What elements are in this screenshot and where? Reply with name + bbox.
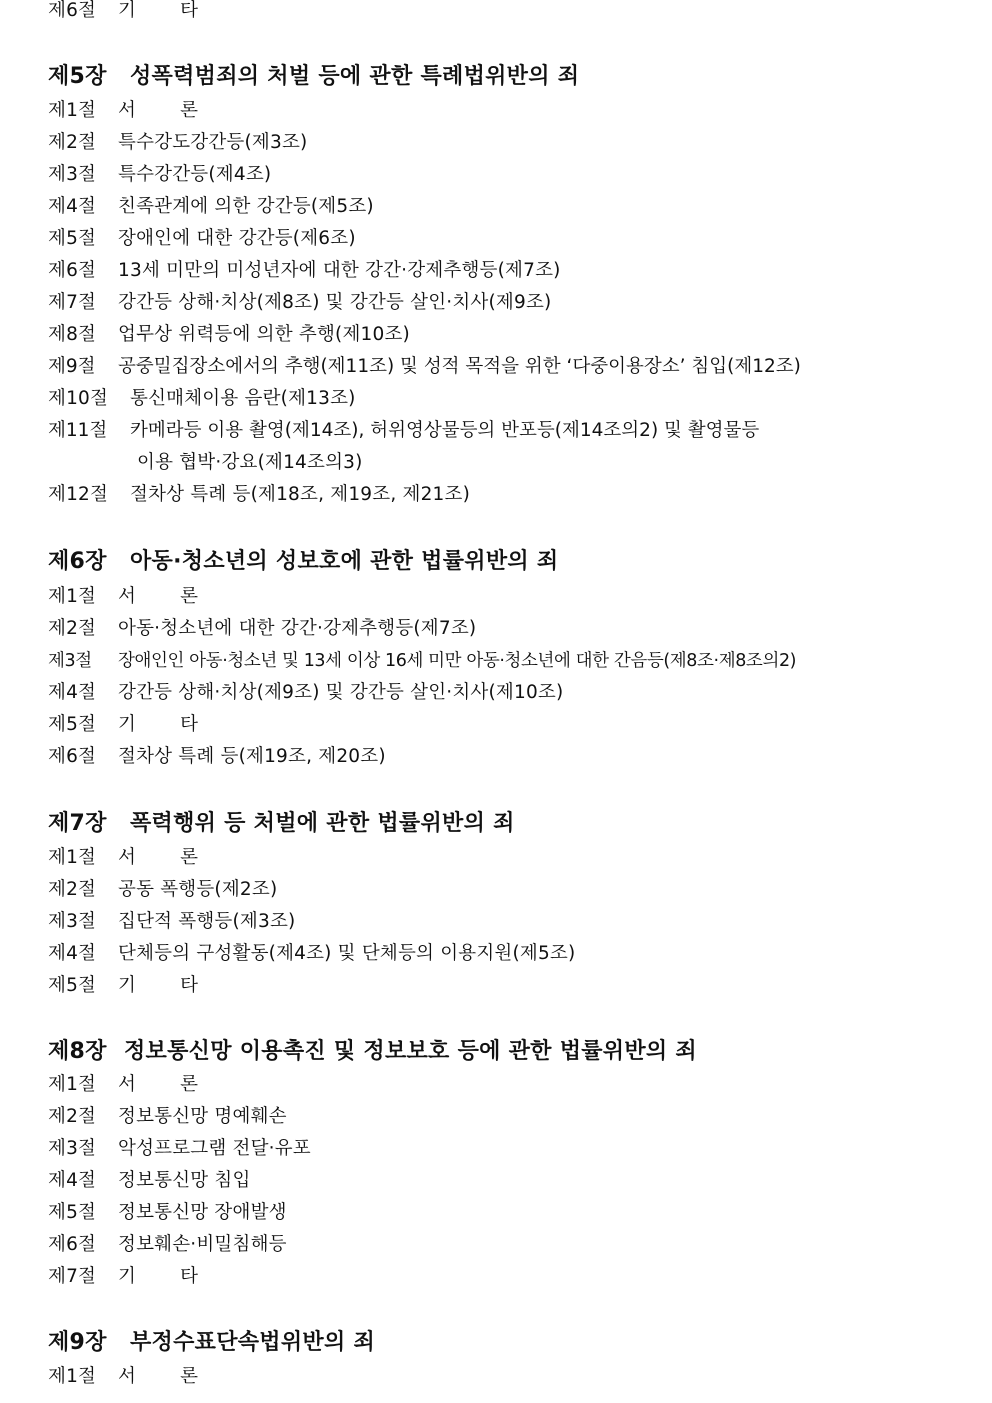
section-title: 업무상 위력등에 의한 추행(제10조) — [118, 324, 410, 345]
section-number: 제1절 — [48, 100, 97, 121]
toc-section — [48, 1070, 198, 1100]
section-number: 제1절 — [48, 1074, 97, 1095]
section-title-left: 기 — [118, 1266, 137, 1287]
toc-section — [48, 1230, 287, 1260]
section-number: 제5절 — [48, 714, 97, 735]
section-title-right: 론 — [180, 1074, 199, 1095]
toc-section — [48, 1166, 251, 1196]
section-number: 제3절 — [48, 911, 97, 932]
toc-section — [48, 128, 307, 158]
section-title: 13세 미만의 미성년자에 대한 강간·강제추행등(제7조) — [118, 260, 561, 281]
section-number: 제4절 — [48, 196, 97, 217]
section-title: 장애인에 대한 강간등(제6조) — [118, 228, 356, 249]
section-title: 절차상 특례 등(제19조, 제20조) — [118, 746, 386, 767]
section-number: 제4절 — [48, 943, 97, 964]
section-title: 정보통신망 장애발생 — [118, 1202, 287, 1223]
section-title-continued: 이용 협박·강요(제14조의3) — [137, 452, 363, 473]
section-title: 정보통신망 침입 — [118, 1170, 251, 1191]
toc-section — [48, 1362, 198, 1392]
section-number: 제4절 — [48, 682, 97, 703]
toc-section — [48, 224, 356, 254]
toc-section — [48, 971, 198, 1001]
toc-section — [48, 0, 198, 26]
section-title: 장애인인 아동·청소년 및 13세 이상 16세 미만 아동·청소년에 대한 간음등(제8조·제8조의2) — [118, 651, 797, 671]
section-number: 제7절 — [48, 292, 97, 313]
section-number: 제3절 — [48, 651, 92, 671]
section-number: 제3절 — [48, 164, 97, 185]
section-title-right: 론 — [180, 847, 199, 868]
toc-section — [48, 614, 476, 644]
chapter-title: 폭력행위 등 처벌에 관한 법률위반의 죄 — [130, 811, 515, 836]
section-title-right: 론 — [180, 586, 199, 607]
section-title: 단체등의 구성활동(제4조) 및 단체등의 이용지원(제5조) — [118, 943, 576, 964]
section-title: 특수강간등(제4조) — [118, 164, 272, 185]
section-title: 정보통신망 명예훼손 — [118, 1106, 287, 1127]
section-title: 악성프로그램 전달·유포 — [118, 1138, 311, 1159]
section-title: 정보훼손·비밀침해등 — [118, 1234, 287, 1255]
section-number: 제10절 — [48, 388, 109, 409]
section-title-right: 타 — [180, 1266, 199, 1287]
section-number: 제2절 — [48, 879, 97, 900]
section-title-left: 기 — [118, 975, 137, 996]
toc-section — [48, 907, 295, 937]
section-title: 친족관계에 의한 강간등(제5조) — [118, 196, 374, 217]
toc-section — [48, 352, 801, 382]
section-number: 제6절 — [48, 1234, 97, 1255]
chapter-number: 제9장 — [48, 1330, 107, 1355]
toc-section — [48, 96, 198, 126]
toc-section — [48, 646, 796, 676]
toc-section — [48, 1102, 287, 1132]
toc-section — [48, 288, 551, 318]
section-title-left: 기 — [118, 714, 137, 735]
section-number: 제5절 — [48, 228, 97, 249]
section-title-left: 서 — [118, 847, 137, 868]
section-title-right: 론 — [180, 1366, 199, 1387]
section-title-left: 기 — [118, 0, 137, 21]
section-number: 제7절 — [48, 1266, 97, 1287]
section-title: 절차상 특례 등(제18조, 제19조, 제21조) — [130, 484, 470, 505]
toc-section — [48, 256, 561, 286]
chapter-number: 제5장 — [48, 64, 107, 89]
toc-section-continuation — [137, 448, 363, 478]
section-number: 제5절 — [48, 975, 97, 996]
chapter-title: 아동·청소년의 성보호에 관한 법률위반의 죄 — [130, 549, 559, 574]
toc-section — [48, 582, 198, 612]
section-title-right: 타 — [180, 975, 199, 996]
section-number: 제4절 — [48, 1170, 97, 1191]
section-title: 특수강도강간등(제3조) — [118, 132, 308, 153]
section-number: 제1절 — [48, 847, 97, 868]
section-number: 제6절 — [48, 746, 97, 767]
toc-section — [48, 1198, 287, 1228]
toc-section — [48, 192, 374, 222]
chapter-number: 제6장 — [48, 549, 107, 574]
toc-section — [48, 875, 277, 905]
section-title-right: 타 — [180, 0, 199, 21]
toc-section — [48, 480, 470, 510]
chapter-number: 제8장 — [48, 1039, 107, 1064]
toc-section — [48, 1262, 198, 1292]
section-number: 제12절 — [48, 484, 109, 505]
section-title-left: 서 — [118, 1366, 137, 1387]
section-number: 제2절 — [48, 618, 97, 639]
section-title: 통신매체이용 음란(제13조) — [130, 388, 356, 409]
section-number: 제2절 — [48, 132, 97, 153]
section-number: 제9절 — [48, 356, 96, 377]
toc-section — [48, 678, 563, 708]
section-title: 강간등 상해·치상(제9조) 및 강간등 살인·치사(제10조) — [118, 682, 564, 703]
chapter-title: 부정수표단속법위반의 죄 — [130, 1330, 376, 1355]
section-title-right: 론 — [180, 100, 199, 121]
section-title: 집단적 폭행등(제3조) — [118, 911, 296, 932]
toc-section — [48, 1134, 311, 1164]
section-number: 제6절 — [48, 260, 97, 281]
toc-section — [48, 939, 575, 969]
section-number: 제5절 — [48, 1202, 97, 1223]
chapter-title: 정보통신망 이용촉진 및 정보보호 등에 관한 법률위반의 죄 — [124, 1039, 697, 1064]
chapter-heading — [48, 1035, 697, 1069]
toc-section — [48, 320, 410, 350]
chapter-heading — [48, 807, 515, 841]
toc-section — [48, 710, 198, 740]
section-number: 제8절 — [48, 324, 97, 345]
chapter-heading — [48, 545, 558, 579]
toc-section — [48, 160, 271, 190]
section-number: 제2절 — [48, 1106, 97, 1127]
section-title-left: 서 — [118, 100, 137, 121]
chapter-number: 제7장 — [48, 811, 107, 836]
chapter-title: 성폭력범죄의 처벌 등에 관한 특례법위반의 죄 — [130, 64, 580, 89]
section-number: 제3절 — [48, 1138, 97, 1159]
toc-section — [48, 416, 759, 446]
section-number: 제1절 — [48, 1366, 97, 1387]
chapter-heading — [48, 1326, 375, 1360]
chapter-heading — [48, 60, 579, 94]
section-number: 제11절 — [48, 420, 108, 441]
section-title: 공중밀집장소에서의 추행(제11조) 및 성적 목적을 위한 ‘다중이용장소’ 침입(제12조) — [118, 356, 801, 377]
section-title: 카메라등 이용 촬영(제14조), 허위영상물등의 반포등(제14조의2) 및 촬영물등 — [130, 420, 760, 441]
toc-section — [48, 742, 386, 772]
section-title-left: 서 — [118, 586, 137, 607]
section-title-right: 타 — [180, 714, 199, 735]
section-title: 아동·청소년에 대한 강간·강제추행등(제7조) — [118, 618, 477, 639]
section-title: 강간등 상해·치상(제8조) 및 강간등 살인·치사(제9조) — [118, 292, 552, 313]
toc-section — [48, 384, 356, 414]
section-number: 제1절 — [48, 586, 97, 607]
section-title-left: 서 — [118, 1074, 137, 1095]
section-title: 공동 폭행등(제2조) — [118, 879, 278, 900]
section-number: 제6절 — [48, 0, 97, 21]
toc-section — [48, 843, 198, 873]
